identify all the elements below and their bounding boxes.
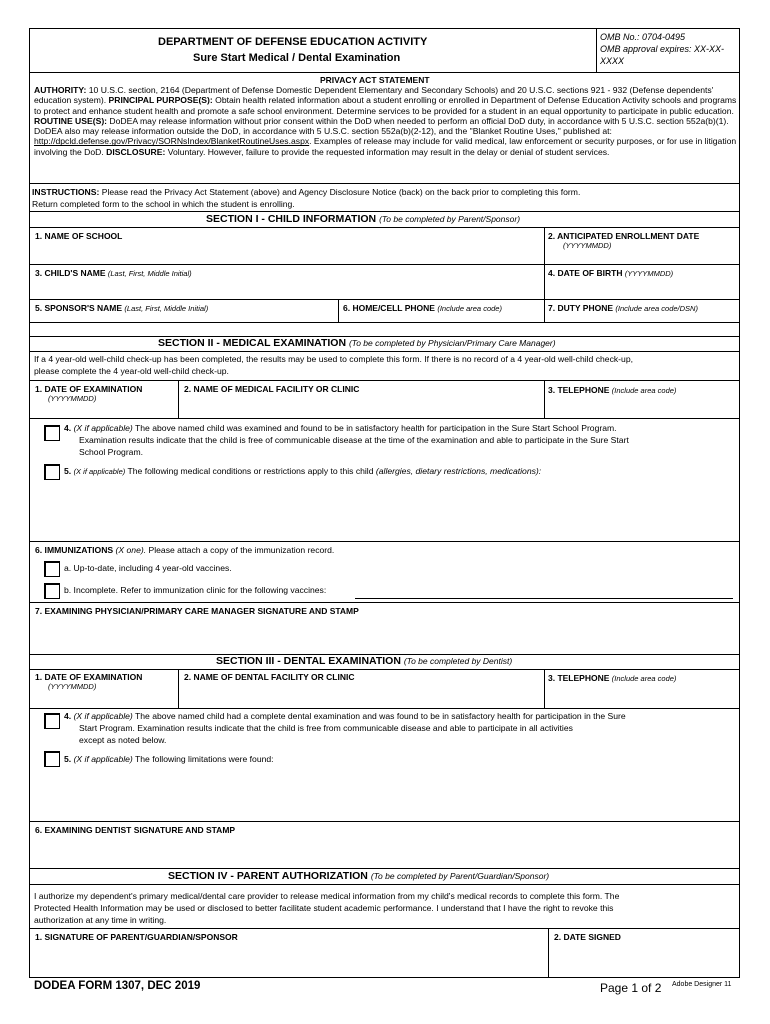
dental-item-4-text: The above named child had a complete dental examination and was found to be in satisfactory health for participation in the Sure <box>132 711 626 721</box>
routine-uses-link[interactable]: http://dpcld.defense.gov/Privacy/SORNsIndex/BlanketRoutineUses.aspx <box>34 136 310 147</box>
section-2-note: (To be completed by Physician/Primary Care Manager) <box>348 338 556 348</box>
medical-facility-label: 2. NAME OF MEDICAL FACILITY OR CLINIC <box>184 384 360 394</box>
authorization-text-line1: I authorize my dependent's primary medical/dental care provider to release medical information from my child's medical records to complete this form. The <box>34 891 620 901</box>
dental-telephone-label <box>548 673 676 684</box>
school-name-label: 1. NAME OF SCHOOL <box>35 231 123 241</box>
sponsor-name-label <box>35 303 208 314</box>
date-of-birth-format: (YYYYMMDD) <box>624 269 674 278</box>
section-3-title <box>216 655 512 667</box>
dental-facility-label: 2. NAME OF DENTAL FACILITY OR CLINIC <box>184 672 355 682</box>
dental-telephone-text: 3. TELEPHONE <box>548 673 610 683</box>
medical-item-5-number: 5. <box>64 466 72 476</box>
section-2-title <box>158 337 556 349</box>
routine-use-text: DoDEA may release information without prior consent within the DoD when needed to perform an official DoD duty, in accordance with 5 U.S.C. section 552a(b)(1). DoDEA also may release information outside the DoD, in accordance with 5 U.S.C. section 552a(b)(2-12), and the "Blanket Routine Uses," published at: <box>34 115 729 137</box>
dental-item-4-note: (X if applicable) <box>73 711 133 721</box>
dental-exam-date-format: (YYYYMMDD) <box>48 682 97 691</box>
immunizations-heading: 6. IMMUNIZATIONS <box>35 545 114 555</box>
section-3-heading: SECTION III - DENTAL EXAMINATION <box>216 655 401 667</box>
home-phone-label <box>343 303 502 314</box>
disclosure-label: DISCLOSURE: <box>106 146 166 157</box>
section-2-intro-line2: please complete the 4 year-old well-child check-up. <box>34 366 229 376</box>
omb-expiration-year: XXXX <box>600 56 625 66</box>
physician-signature-label: 7. EXAMINING PHYSICIAN/PRIMARY CARE MANAGER SIGNATURE AND STAMP <box>35 606 359 616</box>
medical-item-5-examples: (allergies, dietary restrictions, medications): <box>375 466 542 476</box>
dental-exam-date-label: 1. DATE OF EXAMINATION <box>35 672 143 682</box>
section-4-heading: SECTION IV - PARENT AUTHORIZATION <box>168 870 368 882</box>
immunizations-up-to-date-checkbox[interactable] <box>44 561 60 577</box>
date-signed-label: 2. DATE SIGNED <box>554 932 621 942</box>
immunizations-up-to-date-label: a. Up-to-date, including 4 year-old vaccines. <box>64 563 232 573</box>
privacy-act-title: PRIVACY ACT STATEMENT <box>320 75 430 85</box>
section-3-note: (To be completed by Dentist) <box>403 656 513 666</box>
child-name-format: (Last, First, Middle Initial) <box>107 269 192 278</box>
child-name-text: 3. CHILD'S NAME <box>35 268 106 278</box>
duty-phone-text: 7. DUTY PHONE <box>548 303 614 313</box>
medical-item-5-text: The following medical conditions or restrictions apply to this child <box>125 466 376 476</box>
section-1-heading: SECTION I - CHILD INFORMATION <box>206 213 377 225</box>
medical-item-4-note: (X if applicable) <box>73 423 133 433</box>
duty-phone-label <box>548 303 698 314</box>
immunizations-incomplete-label: b. Incomplete. Refer to immunization clinic for the following vaccines: <box>64 585 327 595</box>
dental-item-5-note: (X if applicable) <box>73 754 133 764</box>
medical-exam-date-format: (YYYYMMDD) <box>48 394 97 403</box>
section-1-note: (To be completed by Parent/Sponsor) <box>379 214 521 224</box>
sponsor-name-text: 5. SPONSOR'S NAME <box>35 303 123 313</box>
medical-conditions-field[interactable] <box>60 480 738 540</box>
authority-text: 10 U.S.C. section, 2164 (Department of Defense Domestic Dependent Elementary and Secondary Schools) and 20 U.S.C. sections 921 - 932 (Defense dependents' education system). <box>34 85 714 106</box>
child-name-label <box>35 268 192 279</box>
dental-item-4-number: 4. <box>64 711 72 721</box>
immunizations-label <box>35 545 334 555</box>
immunizations-incomplete-checkbox[interactable] <box>44 583 60 599</box>
medical-item-5-line <box>64 466 541 477</box>
medical-item-4-number: 4. <box>64 423 72 433</box>
enrollment-date-label: 2. ANTICIPATED ENROLLMENT DATE <box>548 231 700 241</box>
omb-expiration: OMB approval expires: XX-XX- <box>600 44 725 54</box>
home-phone-format: (Include area code) <box>437 304 502 313</box>
dental-item-5-number: 5. <box>64 754 72 764</box>
medical-exam-date-label: 1. DATE OF EXAMINATION <box>35 384 143 394</box>
medical-item-4-line1 <box>64 423 617 433</box>
medical-item-5-note: (X if applicable) <box>73 467 126 476</box>
immunizations-note: (X one). <box>115 545 147 555</box>
authorization-text-line2: Protected Health Information may be used or disclosed to better facilitate student academic performance. I understand that I have the right to revoke this <box>34 903 614 913</box>
instructions-line2: Return completed form to the school in which the student is enrolling. <box>32 199 295 209</box>
header-divider <box>596 29 597 72</box>
dental-item-5-text: The following limitations were found: <box>132 754 274 764</box>
dental-item-4-line2: Start Program. Examination results indicate that the child is free from communicable disease and able to participate in all activities <box>79 723 573 733</box>
instructions <box>32 187 580 197</box>
date-of-birth-label <box>548 268 673 279</box>
medical-item-4-text: The above named child was examined and found to be in satisfactory health for participation in the Sure Start School Program. <box>132 423 617 433</box>
dental-limitations-field[interactable] <box>60 768 738 820</box>
section-2-intro-line1: If a 4 year-old well-child check-up has been completed, the results may be used to complete this form. If there is no record of a 4 year-old well-child check-up, <box>34 354 633 364</box>
medical-satisfactory-checkbox[interactable] <box>44 425 60 441</box>
medical-item-4-line3: School Program. <box>79 447 144 457</box>
medical-telephone-text: 3. TELEPHONE <box>548 385 610 395</box>
dental-item-4-line1 <box>64 711 626 721</box>
dentist-signature-label: 6. EXAMINING DENTIST SIGNATURE AND STAMP <box>35 825 236 835</box>
dental-item-4-line3: except as noted below. <box>79 735 167 745</box>
dental-telephone-format: (Include area code) <box>611 674 677 683</box>
privacy-act-statement <box>34 85 737 157</box>
date-of-birth-text: 4. DATE OF BIRTH <box>548 268 623 278</box>
instructions-text: Please read the Privacy Act Statement (above) and Agency Disclosure Notice (back) on the back prior to completing this form. <box>99 187 581 197</box>
duty-phone-format: (Include area code/DSN) <box>615 304 698 313</box>
section-1-title <box>206 213 520 225</box>
authorization-text-line3: authorization at any time in writing. <box>34 915 167 925</box>
form-title: Sure Start Medical / Dental Examination <box>193 52 401 64</box>
omb-number: OMB No.: 0704-0495 <box>600 32 686 42</box>
vaccines-entry-line[interactable] <box>355 598 733 599</box>
routine-use-label: ROUTINE USE(S): <box>34 115 108 126</box>
dental-item-5-line <box>64 754 274 764</box>
purpose-text: Obtain health related information about a student enrolling or enrolled in Department of Defense Education Activity schools and programs to protect and enhance student health and promote a safe school environment. Determine services to be provided for a student in an equal opportunity to participate in public education. <box>34 95 737 116</box>
designer-note: Adobe Designer 11 <box>672 981 732 988</box>
authority-label: AUTHORITY: <box>34 85 87 95</box>
enrollment-date-format: (YYYYMMDD) <box>563 241 612 250</box>
medical-telephone-format: (Include area code) <box>611 386 677 395</box>
dental-satisfactory-checkbox[interactable] <box>44 713 60 729</box>
medical-conditions-checkbox[interactable] <box>44 464 60 480</box>
agency-title: DEPARTMENT OF DEFENSE EDUCATION ACTIVITY <box>158 36 428 48</box>
section-4-title <box>168 870 549 882</box>
immunizations-instruction: Please attach a copy of the immunization record. <box>146 545 335 555</box>
medical-telephone-label <box>548 385 676 396</box>
home-phone-text: 6. HOME/CELL PHONE <box>343 303 435 313</box>
form-identifier: DODEA FORM 1307, DEC 2019 <box>34 980 201 992</box>
sponsor-name-format: (Last, First, Middle Initial) <box>124 304 209 313</box>
parent-signature-label: 1. SIGNATURE OF PARENT/GUARDIAN/SPONSOR <box>35 932 238 942</box>
dental-limitations-checkbox[interactable] <box>44 751 60 767</box>
medical-item-4-line2: Examination results indicate that the child is free of communicable disease at the time of the examination and able to participate in the Sure Start <box>79 435 629 445</box>
section-2-heading: SECTION II - MEDICAL EXAMINATION <box>158 337 347 349</box>
section-4-note: (To be completed by Parent/Guardian/Sponsor) <box>370 871 550 881</box>
purpose-label: PRINCIPAL PURPOSE(S): <box>108 95 213 106</box>
instructions-label: INSTRUCTIONS: <box>32 187 100 197</box>
page-number: Page 1 of 2 <box>600 981 662 995</box>
disclosure-text: Voluntary. However, failure to provide the requested information may result in the delay or denial of student services. <box>165 146 610 157</box>
routine-use-text-cont: . Examples of release may include for valid medical, law enforcement or security purposes, or for use in litigation involving the DoD. <box>34 136 737 157</box>
